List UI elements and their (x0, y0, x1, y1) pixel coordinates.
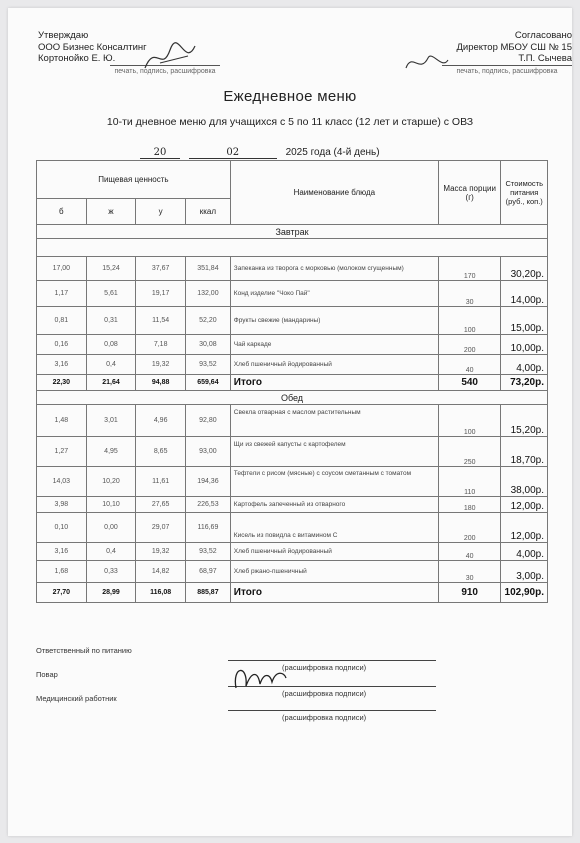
cell-dish: Свекла отварная с маслом растительным (230, 405, 438, 437)
cell-dish: Фрукты свежие (мандарины) (230, 307, 438, 335)
cell-kcal: 132,00 (186, 281, 231, 307)
cell-price: 38,00р. (501, 467, 548, 497)
cell-dish: Конд изделие "Чоко Пай" (230, 281, 438, 307)
total-fat: 28,99 (86, 583, 136, 603)
table-row (37, 405, 548, 437)
cell-fat: 0,33 (86, 561, 136, 583)
spacer-row (37, 239, 548, 257)
cook-caption: (расшифровка подписи) (282, 689, 367, 698)
menu-subtitle: 10-ти дневное меню для учащихся с 5 по 11 класс (12 лет и старше) с ОВЗ (106, 116, 474, 128)
director-sign-note: печать, подпись, расшифровка (442, 65, 572, 78)
cell-price: 3,00р. (501, 561, 548, 583)
approver-signature (140, 38, 200, 78)
total-protein: 27,70 (37, 583, 87, 603)
date-month: 02 (189, 147, 277, 159)
cell-carbs: 8,65 (136, 437, 186, 467)
cell-fat: 10,10 (86, 497, 136, 513)
cell-dish: Чай каркаде (230, 335, 438, 355)
approve-label: Утверждаю (38, 30, 89, 41)
cell-carbs: 4,96 (136, 405, 186, 437)
cell-fat: 0,31 (86, 307, 136, 335)
cell-price: 4,00р. (501, 355, 548, 375)
table-row (37, 467, 548, 497)
cell-fat: 10,20 (86, 467, 136, 497)
cell-mass: 100 (438, 307, 501, 335)
cell-mass: 100 (438, 405, 501, 437)
protein-header: б (37, 199, 87, 225)
cell-kcal: 52,20 (186, 307, 231, 335)
responsible-caption: (расшифровка подписи) (282, 663, 367, 672)
cell-carbs: 19,17 (136, 281, 186, 307)
table-row (37, 281, 548, 307)
nutrition-header: Пищевая ценность (37, 161, 231, 199)
cell-carbs: 14,82 (136, 561, 186, 583)
total-fat: 21,64 (86, 375, 136, 391)
fat-header: ж (86, 199, 136, 225)
approver-name: Кортонойко Е. Ю. (38, 53, 116, 64)
cell-dish: Кисель из повидла с витамином С (230, 513, 438, 543)
cell-mass: 40 (438, 355, 501, 375)
cell-protein: 1,27 (37, 437, 87, 467)
cell-protein: 0,81 (37, 307, 87, 335)
cell-protein: 1,17 (37, 281, 87, 307)
total-kcal: 659,64 (186, 375, 231, 391)
cell-price: 15,00р. (501, 307, 548, 335)
cell-dish: Хлеб пшеничный йодированный (230, 543, 438, 561)
lunch-total-row (37, 583, 548, 603)
responsible-label: Ответственный по питанию (36, 646, 132, 655)
cell-protein: 3,16 (37, 543, 87, 561)
cell-fat: 15,24 (86, 257, 136, 281)
menu-table (36, 160, 548, 603)
table-row (37, 355, 548, 375)
medic-caption: (расшифровка подписи) (282, 713, 367, 722)
cell-price: 15,20р. (501, 405, 548, 437)
breakfast-section: Завтрак (37, 225, 548, 239)
cell-carbs: 7,18 (136, 335, 186, 355)
cell-kcal: 30,08 (186, 335, 231, 355)
carbs-header: у (136, 199, 186, 225)
lunch-section: Обед (37, 391, 548, 405)
total-label: Итого (230, 375, 438, 391)
total-kcal: 885,87 (186, 583, 231, 603)
cell-mass: 180 (438, 497, 501, 513)
cell-fat: 4,95 (86, 437, 136, 467)
cell-fat: 0,08 (86, 335, 136, 355)
cell-carbs: 19,32 (136, 355, 186, 375)
cell-fat: 3,01 (86, 405, 136, 437)
cell-protein: 3,98 (37, 497, 87, 513)
total-mass: 910 (438, 583, 501, 603)
cell-kcal: 93,00 (186, 437, 231, 467)
cell-price: 18,70р. (501, 437, 548, 467)
cook-signature (228, 660, 288, 696)
menu-date (140, 147, 380, 159)
cell-kcal: 93,52 (186, 543, 231, 561)
table-row (37, 497, 548, 513)
cell-kcal: 351,84 (186, 257, 231, 281)
total-price: 73,20р. (501, 375, 548, 391)
cell-mass: 40 (438, 543, 501, 561)
cell-kcal: 226,53 (186, 497, 231, 513)
agreement-block (442, 30, 572, 77)
total-price: 102,90р. (501, 583, 548, 603)
table-row (37, 561, 548, 583)
approver-sign-note: печать, подпись, расшифровка (110, 65, 220, 78)
cell-carbs: 11,61 (136, 467, 186, 497)
agreed-label: Согласовано (514, 30, 572, 41)
director-name: Т.П. Сычева (518, 53, 572, 64)
date-year: 2025 года (4-й день) (285, 147, 380, 158)
dish-header: Наименование блюда (230, 161, 438, 225)
cell-mass: 110 (438, 467, 501, 497)
kcal-header: ккал (186, 199, 231, 225)
cell-dish: Хлеб ржано-пшеничный (230, 561, 438, 583)
total-mass: 540 (438, 375, 501, 391)
cook-label: Повар (36, 670, 58, 679)
cell-protein: 0,10 (37, 513, 87, 543)
table-row (37, 513, 548, 543)
cell-price: 14,00р. (501, 281, 548, 307)
cell-carbs: 11,54 (136, 307, 186, 335)
cell-price: 30,20р. (501, 257, 548, 281)
page-title: Ежедневное меню (223, 88, 357, 105)
cell-kcal: 68,97 (186, 561, 231, 583)
table-row (37, 437, 548, 467)
cell-dish: Хлеб пшеничный йодированный (230, 355, 438, 375)
cell-mass: 200 (438, 513, 501, 543)
cell-protein: 14,03 (37, 467, 87, 497)
cell-dish: Щи из свежей капусты с картофелем (230, 437, 438, 467)
table-row (37, 543, 548, 561)
cell-mass: 30 (438, 281, 501, 307)
cell-price: 12,00р. (501, 513, 548, 543)
breakfast-total-row (37, 375, 548, 391)
cell-carbs: 19,32 (136, 543, 186, 561)
cell-protein: 0,16 (37, 335, 87, 355)
cell-price: 10,00р. (501, 335, 548, 355)
cell-fat: 0,4 (86, 543, 136, 561)
cell-fat: 5,61 (86, 281, 136, 307)
total-carbs: 94,88 (136, 375, 186, 391)
cell-kcal: 116,69 (186, 513, 231, 543)
cell-carbs: 27,65 (136, 497, 186, 513)
cell-carbs: 29,07 (136, 513, 186, 543)
cell-dish: Картофель запеченный из отварного (230, 497, 438, 513)
total-label: Итого (230, 583, 438, 603)
total-protein: 22,30 (37, 375, 87, 391)
cell-mass: 250 (438, 437, 501, 467)
director-title: Директор МБОУ СШ № 15 (456, 41, 572, 53)
cell-protein: 17,00 (37, 257, 87, 281)
cell-fat: 0,00 (86, 513, 136, 543)
director-signature (402, 48, 452, 78)
total-carbs: 116,08 (136, 583, 186, 603)
cell-mass: 200 (438, 335, 501, 355)
cell-carbs: 37,67 (136, 257, 186, 281)
table-row (37, 335, 548, 355)
cell-mass: 30 (438, 561, 501, 583)
cell-price: 12,00р. (501, 497, 548, 513)
cell-price: 4,00р. (501, 543, 548, 561)
cell-dish: Запеканка из творога с морковью (молоком сгущенным) (230, 257, 438, 281)
cell-protein: 3,16 (37, 355, 87, 375)
cell-fat: 0,4 (86, 355, 136, 375)
cost-header: Стоимость питания (руб., коп.) (501, 161, 548, 225)
medic-label: Медицинский работник (36, 694, 117, 703)
table-row (37, 257, 548, 281)
cell-kcal: 194,36 (186, 467, 231, 497)
mass-header: Масса порции (г) (438, 161, 501, 225)
cell-protein: 1,68 (37, 561, 87, 583)
cell-mass: 170 (438, 257, 501, 281)
cell-protein: 1,48 (37, 405, 87, 437)
company-name: ООО Бизнес Консалтинг (38, 41, 147, 53)
medic-sign-line (228, 710, 436, 711)
cell-dish: Тефтели с рисом (мясные) с соусом сметанным с томатом (230, 467, 438, 497)
cell-kcal: 92,80 (186, 405, 231, 437)
cell-kcal: 93,52 (186, 355, 231, 375)
date-day: 20 (140, 147, 180, 159)
table-row (37, 307, 548, 335)
